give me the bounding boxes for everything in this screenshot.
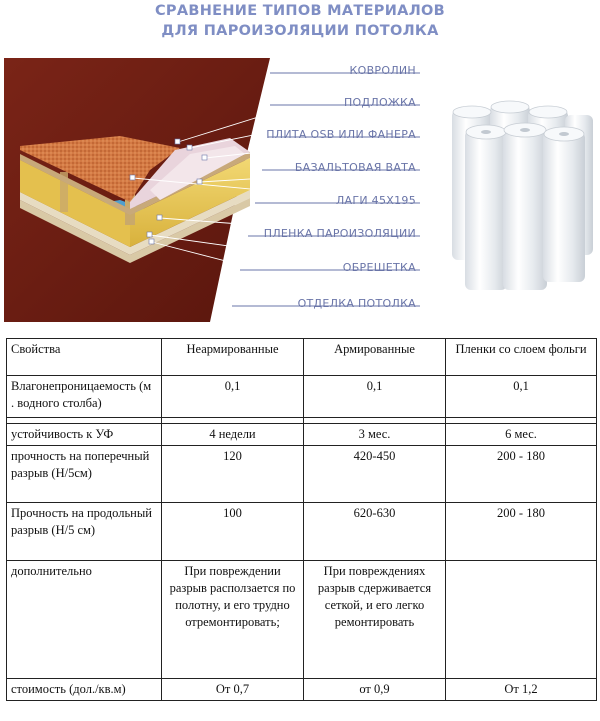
title-line-2: ДЛЯ ПАРОИЗОЛЯЦИИ ПОТОЛКА	[161, 23, 439, 39]
table-cell: 0,1	[446, 376, 597, 418]
layer-label-osb: ПЛИТА OSB ИЛИ ФАНЕРА	[266, 128, 416, 141]
table-row	[7, 424, 597, 446]
layer-label-ceiling-finish: ОТДЕЛКА ПОТОЛКА	[297, 297, 416, 310]
table-cell: 420-450	[304, 446, 446, 503]
table-cell: 620-630	[304, 503, 446, 561]
table-header: Армированные	[304, 339, 446, 376]
table-cell: При повреждениях разрыв сдерживается сеткой, и его легко ремонтировать	[304, 561, 446, 679]
table-header: Свойства	[7, 339, 162, 376]
table-cell: 120	[162, 446, 304, 503]
table-row	[7, 376, 597, 418]
table-header: Неармированные	[162, 339, 304, 376]
table-cell-property: стоимость (дол./кв.м)	[7, 679, 162, 701]
table-cell: От 0,7	[162, 679, 304, 701]
table-cell: 200 - 180	[446, 446, 597, 503]
layer-label-carpet: КОВРОЛИН	[349, 64, 416, 77]
floor-layers-illustration	[0, 50, 600, 330]
layer-label-underlay: ПОДЛОЖКА	[343, 96, 416, 109]
table-cell-property: Влагонепроницаемость (м . водного столба)	[7, 376, 162, 418]
table-row	[7, 679, 597, 701]
table-cell: 4 недели	[162, 424, 304, 446]
layer-label-basalt-wool: БАЗАЛЬТОВАЯ ВАТА	[294, 161, 416, 174]
title-line-1: СРАВНЕНИЕ ТИПОВ МАТЕРИАЛОВ	[154, 3, 446, 19]
table-cell: 200 - 180	[446, 503, 597, 561]
film-rolls-image	[452, 101, 593, 290]
layer-diagram	[0, 50, 600, 330]
layer-label-joists: ЛАГИ 45Х195	[335, 194, 416, 207]
table-cell: 6 мес.	[446, 424, 597, 446]
table-cell-property: устойчивость к УФ	[7, 424, 162, 446]
table-cell: 100	[162, 503, 304, 561]
table-row	[7, 446, 597, 503]
layer-label-battens: ОБРЕШЕТКА	[342, 261, 416, 274]
table-cell: 0,1	[162, 376, 304, 418]
table-cell: От 1,2	[446, 679, 597, 701]
table-cell	[446, 561, 597, 679]
table-cell: При повреждении разрыв расползается по полотну, и его трудно отремонтировать;	[162, 561, 304, 679]
table-cell-property: прочность на поперечный разрыв (Н/5см)	[7, 446, 162, 503]
table-cell: от 0,9	[304, 679, 446, 701]
table-row	[7, 561, 597, 679]
table-row	[7, 503, 597, 561]
table-cell: 3 мес.	[304, 424, 446, 446]
table-cell-property: Прочность на продольный разрыв (Н/5 см)	[7, 503, 162, 561]
table-cell: 0,1	[304, 376, 446, 418]
table-header-row	[7, 339, 597, 376]
comparison-table	[6, 338, 597, 701]
layer-label-vapor-film: ПЛЕНКА ПАРОИЗОЛЯЦИИ	[263, 227, 416, 240]
table-header: Пленки со слоем фольги	[446, 339, 597, 376]
table-cell-property: дополнительно	[7, 561, 162, 679]
